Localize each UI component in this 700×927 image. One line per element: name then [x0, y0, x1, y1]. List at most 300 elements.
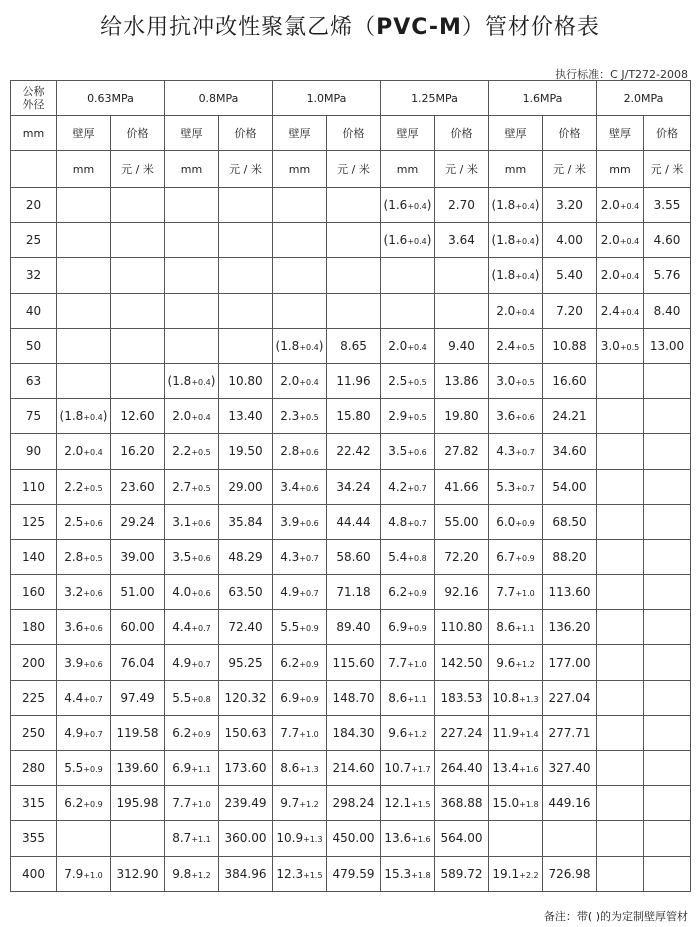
- wall-thickness-value: 8.6+1.1: [489, 610, 543, 645]
- nominal-diameter: 25: [11, 223, 57, 258]
- wall-thickness-value: 19.1+2.2: [489, 856, 543, 891]
- price-value: 72.20: [435, 539, 489, 574]
- wall-thickness-value: [597, 856, 644, 891]
- nominal-diameter: 40: [11, 293, 57, 328]
- nominal-diameter: 315: [11, 786, 57, 821]
- price-value: [644, 680, 691, 715]
- wall-thickness-value: 9.7+1.2: [273, 786, 327, 821]
- wall-thickness-value: [381, 258, 435, 293]
- price-value: 19.80: [435, 399, 489, 434]
- wall-thickness-value: 9.8+1.2: [165, 856, 219, 891]
- price-value: 3.64: [435, 223, 489, 258]
- price-header: 价格: [111, 116, 165, 151]
- wall-thickness-value: (1.8+0.4): [165, 363, 219, 398]
- price-value: 2.70: [435, 188, 489, 223]
- price-value: 92.16: [435, 575, 489, 610]
- wall-thickness-value: [597, 751, 644, 786]
- wall-thickness-value: 7.9+1.0: [57, 856, 111, 891]
- nominal-diameter: 90: [11, 434, 57, 469]
- wall-thickness-value: 2.3+0.5: [273, 399, 327, 434]
- price-value: 95.25: [219, 645, 273, 680]
- nominal-diameter: 250: [11, 715, 57, 750]
- wall-thickness-header: 壁厚: [489, 116, 543, 151]
- wall-thickness-value: 4.4+0.7: [165, 610, 219, 645]
- price-header: 价格: [644, 116, 691, 151]
- wall-thickness-value: 7.7+1.0: [273, 715, 327, 750]
- price-value: 24.21: [543, 399, 597, 434]
- nominal-diameter: 400: [11, 856, 57, 891]
- wall-thickness-value: 3.4+0.6: [273, 469, 327, 504]
- pressure-header: 2.0MPa: [597, 81, 691, 116]
- wall-thickness-value: (1.8+0.4): [489, 258, 543, 293]
- nominal-diameter: 110: [11, 469, 57, 504]
- price-value: 110.80: [435, 610, 489, 645]
- price-value: 449.16: [543, 786, 597, 821]
- price-value: 34.60: [543, 434, 597, 469]
- price-value: 10.80: [219, 363, 273, 398]
- nominal-diameter: 140: [11, 539, 57, 574]
- wall-thickness-value: 3.2+0.6: [57, 575, 111, 610]
- nominal-diameter: 50: [11, 328, 57, 363]
- nominal-diameter: 32: [11, 258, 57, 293]
- price-value: 183.53: [435, 680, 489, 715]
- wall-thickness-value: 6.0+0.9: [489, 504, 543, 539]
- price-value: 10.88: [543, 328, 597, 363]
- pressure-header: 1.0MPa: [273, 81, 381, 116]
- price-value: 214.60: [327, 751, 381, 786]
- price-value: 13.86: [435, 363, 489, 398]
- wall-thickness-value: 15.0+1.8: [489, 786, 543, 821]
- price-value: 34.24: [327, 469, 381, 504]
- wall-thickness-value: [57, 821, 111, 856]
- wall-thickness-value: 2.5+0.6: [57, 504, 111, 539]
- price-value: 195.98: [111, 786, 165, 821]
- table-row: [11, 751, 691, 786]
- wall-thickness-value: [165, 328, 219, 363]
- table-row: [11, 856, 691, 891]
- nominal-diameter: 20: [11, 188, 57, 223]
- wall-thickness-value: 4.3+0.7: [273, 539, 327, 574]
- wall-thickness-value: [57, 328, 111, 363]
- table-row: [11, 469, 691, 504]
- table-row: [11, 223, 691, 258]
- price-unit: 元 / 米: [327, 151, 381, 188]
- nominal-diameter: 355: [11, 821, 57, 856]
- wall-thickness-value: (1.8+0.4): [489, 223, 543, 258]
- price-value: [435, 293, 489, 328]
- price-value: 54.00: [543, 469, 597, 504]
- price-value: 264.40: [435, 751, 489, 786]
- price-value: 113.60: [543, 575, 597, 610]
- wall-unit: mm: [165, 151, 219, 188]
- price-value: [327, 293, 381, 328]
- price-value: [111, 258, 165, 293]
- footnote: 备注：带( )的为定制壁厚管材: [543, 910, 688, 923]
- wall-thickness-value: 2.0+0.4: [597, 258, 644, 293]
- wall-thickness-value: 4.8+0.7: [381, 504, 435, 539]
- wall-thickness-value: [597, 680, 644, 715]
- price-value: 72.40: [219, 610, 273, 645]
- price-value: 227.04: [543, 680, 597, 715]
- price-value: 19.50: [219, 434, 273, 469]
- price-value: 119.58: [111, 715, 165, 750]
- price-value: [644, 856, 691, 891]
- price-value: 239.49: [219, 786, 273, 821]
- price-value: [219, 328, 273, 363]
- price-value: 298.24: [327, 786, 381, 821]
- price-value: [644, 363, 691, 398]
- price-value: 41.66: [435, 469, 489, 504]
- price-value: 51.00: [111, 575, 165, 610]
- price-value: 23.60: [111, 469, 165, 504]
- price-value: [543, 821, 597, 856]
- price-value: 16.20: [111, 434, 165, 469]
- price-value: [111, 188, 165, 223]
- table-row: [11, 539, 691, 574]
- price-value: 13.00: [644, 328, 691, 363]
- wall-thickness-value: 13.4+1.6: [489, 751, 543, 786]
- table-row: [11, 610, 691, 645]
- price-value: 13.40: [219, 399, 273, 434]
- wall-thickness-value: 3.0+0.5: [597, 328, 644, 363]
- price-value: 63.50: [219, 575, 273, 610]
- empty-cell: [11, 151, 57, 188]
- price-value: [327, 223, 381, 258]
- wall-thickness-value: 9.6+1.2: [381, 715, 435, 750]
- wall-thickness-value: 3.5+0.6: [381, 434, 435, 469]
- wall-thickness-value: [597, 786, 644, 821]
- wall-thickness-value: 6.7+0.9: [489, 539, 543, 574]
- price-value: [219, 188, 273, 223]
- wall-thickness-value: 3.1+0.6: [165, 504, 219, 539]
- wall-thickness-value: 5.5+0.8: [165, 680, 219, 715]
- wall-thickness-header: 壁厚: [165, 116, 219, 151]
- pressure-header: 1.25MPa: [381, 81, 489, 116]
- wall-thickness-value: [273, 223, 327, 258]
- price-unit: 元 / 米: [644, 151, 691, 188]
- wall-thickness-value: 10.7+1.7: [381, 751, 435, 786]
- price-value: 184.30: [327, 715, 381, 750]
- wall-thickness-value: [597, 645, 644, 680]
- wall-thickness-value: 3.6+0.6: [57, 610, 111, 645]
- price-value: 8.65: [327, 328, 381, 363]
- wall-thickness-value: 3.9+0.6: [273, 504, 327, 539]
- wall-thickness-value: 6.2+0.9: [165, 715, 219, 750]
- wall-thickness-value: 6.9+0.9: [273, 680, 327, 715]
- price-value: [644, 434, 691, 469]
- table-row: [11, 715, 691, 750]
- wall-thickness-value: 6.9+1.1: [165, 751, 219, 786]
- wall-thickness-value: [57, 363, 111, 398]
- price-value: 58.60: [327, 539, 381, 574]
- page-title: 给水用抗冲改性聚氯乙烯（PVC-M）管材价格表: [100, 15, 600, 40]
- header-row-labels: [11, 116, 691, 151]
- price-value: [111, 328, 165, 363]
- wall-thickness-value: [165, 223, 219, 258]
- wall-thickness-value: 6.9+0.9: [381, 610, 435, 645]
- table-row: [11, 434, 691, 469]
- wall-thickness-value: [165, 188, 219, 223]
- price-value: 68.50: [543, 504, 597, 539]
- wall-thickness-value: [597, 363, 644, 398]
- price-unit: 元 / 米: [219, 151, 273, 188]
- nominal-diameter: 75: [11, 399, 57, 434]
- wall-thickness-value: [597, 434, 644, 469]
- price-value: 173.60: [219, 751, 273, 786]
- wall-thickness-value: 3.9+0.6: [57, 645, 111, 680]
- wall-thickness-value: 4.2+0.7: [381, 469, 435, 504]
- wall-thickness-value: 2.8+0.6: [273, 434, 327, 469]
- table-row: [11, 680, 691, 715]
- wall-thickness-value: [273, 258, 327, 293]
- nominal-diameter: 63: [11, 363, 57, 398]
- wall-thickness-value: 2.9+0.5: [381, 399, 435, 434]
- price-value: 88.20: [543, 539, 597, 574]
- price-value: 360.00: [219, 821, 273, 856]
- price-value: 120.32: [219, 680, 273, 715]
- price-value: 312.90: [111, 856, 165, 891]
- wall-thickness-value: 2.4+0.4: [597, 293, 644, 328]
- header-row-pressure: [11, 81, 691, 116]
- wall-unit: mm: [57, 151, 111, 188]
- wall-thickness-value: (1.8+0.4): [273, 328, 327, 363]
- price-value: 48.29: [219, 539, 273, 574]
- price-value: [435, 258, 489, 293]
- wall-thickness-value: 7.7+1.0: [489, 575, 543, 610]
- header-row-units: [11, 151, 691, 188]
- wall-thickness-value: 5.5+0.9: [273, 610, 327, 645]
- wall-thickness-value: 8.6+1.1: [381, 680, 435, 715]
- price-value: 29.00: [219, 469, 273, 504]
- price-value: [644, 715, 691, 750]
- wall-thickness-value: 10.9+1.3: [273, 821, 327, 856]
- price-value: [111, 821, 165, 856]
- price-value: 22.42: [327, 434, 381, 469]
- price-header: 价格: [219, 116, 273, 151]
- table-row: [11, 328, 691, 363]
- wall-thickness-value: (1.6+0.4): [381, 188, 435, 223]
- price-value: [219, 258, 273, 293]
- price-header: 价格: [543, 116, 597, 151]
- wall-thickness-value: [165, 293, 219, 328]
- price-value: 4.60: [644, 223, 691, 258]
- wall-thickness-value: 2.2+0.5: [165, 434, 219, 469]
- price-value: [644, 751, 691, 786]
- price-value: [111, 293, 165, 328]
- wall-thickness-value: [597, 610, 644, 645]
- wall-thickness-value: 7.7+1.0: [381, 645, 435, 680]
- price-value: 589.72: [435, 856, 489, 891]
- dn-unit-cell: mm: [11, 116, 57, 151]
- wall-thickness-value: [597, 575, 644, 610]
- price-unit: 元 / 米: [435, 151, 489, 188]
- price-unit: 元 / 米: [111, 151, 165, 188]
- price-value: 5.76: [644, 258, 691, 293]
- wall-thickness-value: 4.9+0.7: [273, 575, 327, 610]
- price-value: [219, 293, 273, 328]
- price-value: 39.00: [111, 539, 165, 574]
- price-value: 150.63: [219, 715, 273, 750]
- wall-thickness-value: [57, 258, 111, 293]
- price-unit: 元 / 米: [543, 151, 597, 188]
- wall-thickness-value: 9.6+1.2: [489, 645, 543, 680]
- wall-thickness-value: 5.5+0.9: [57, 751, 111, 786]
- wall-thickness-value: 6.2+0.9: [273, 645, 327, 680]
- table-row: [11, 645, 691, 680]
- wall-thickness-value: [597, 399, 644, 434]
- price-value: 384.96: [219, 856, 273, 891]
- price-value: 27.82: [435, 434, 489, 469]
- price-value: 9.40: [435, 328, 489, 363]
- wall-thickness-value: 5.4+0.8: [381, 539, 435, 574]
- price-value: 7.20: [543, 293, 597, 328]
- price-value: [644, 575, 691, 610]
- nominal-diameter: 180: [11, 610, 57, 645]
- wall-thickness-value: 2.0+0.4: [489, 293, 543, 328]
- table-row: [11, 293, 691, 328]
- wall-thickness-value: 6.2+0.9: [381, 575, 435, 610]
- wall-thickness-header: 壁厚: [381, 116, 435, 151]
- wall-thickness-value: 4.3+0.7: [489, 434, 543, 469]
- price-value: 115.60: [327, 645, 381, 680]
- wall-thickness-value: 11.9+1.4: [489, 715, 543, 750]
- wall-thickness-value: [597, 821, 644, 856]
- nominal-diameter: 225: [11, 680, 57, 715]
- pressure-header: 1.6MPa: [489, 81, 597, 116]
- wall-unit: mm: [597, 151, 644, 188]
- wall-thickness-header: 壁厚: [273, 116, 327, 151]
- wall-thickness-value: 2.0+0.4: [57, 434, 111, 469]
- price-value: [644, 610, 691, 645]
- wall-thickness-value: [597, 539, 644, 574]
- wall-thickness-value: 7.7+1.0: [165, 786, 219, 821]
- wall-thickness-value: 3.0+0.5: [489, 363, 543, 398]
- price-value: 227.24: [435, 715, 489, 750]
- price-value: 3.20: [543, 188, 597, 223]
- price-header: 价格: [327, 116, 381, 151]
- price-value: [111, 223, 165, 258]
- wall-thickness-value: (1.6+0.4): [381, 223, 435, 258]
- wall-thickness-value: [597, 469, 644, 504]
- price-value: 12.60: [111, 399, 165, 434]
- dn-header-cell: 公称 外径: [11, 81, 57, 116]
- wall-thickness-value: 2.5+0.5: [381, 363, 435, 398]
- price-value: 277.71: [543, 715, 597, 750]
- price-value: [644, 504, 691, 539]
- pressure-header: 0.8MPa: [165, 81, 273, 116]
- price-value: 29.24: [111, 504, 165, 539]
- price-value: 8.40: [644, 293, 691, 328]
- price-value: [644, 399, 691, 434]
- wall-thickness-value: 10.8+1.3: [489, 680, 543, 715]
- wall-thickness-value: 2.0+0.4: [597, 223, 644, 258]
- nominal-diameter: 125: [11, 504, 57, 539]
- wall-thickness-value: [273, 293, 327, 328]
- table-row: [11, 575, 691, 610]
- wall-thickness-value: (1.8+0.4): [57, 399, 111, 434]
- wall-thickness-value: [273, 188, 327, 223]
- price-value: 564.00: [435, 821, 489, 856]
- wall-thickness-value: 3.6+0.6: [489, 399, 543, 434]
- wall-thickness-value: 3.5+0.6: [165, 539, 219, 574]
- wall-thickness-value: 2.0+0.4: [165, 399, 219, 434]
- pressure-header: 0.63MPa: [57, 81, 165, 116]
- wall-thickness-value: 4.9+0.7: [57, 715, 111, 750]
- price-value: 11.96: [327, 363, 381, 398]
- price-value: 16.60: [543, 363, 597, 398]
- price-value: 368.88: [435, 786, 489, 821]
- wall-unit: mm: [381, 151, 435, 188]
- price-value: [644, 821, 691, 856]
- price-value: [644, 539, 691, 574]
- wall-thickness-value: [597, 504, 644, 539]
- price-value: 5.40: [543, 258, 597, 293]
- price-table: [10, 80, 691, 892]
- table-row: [11, 363, 691, 398]
- nominal-diameter: 160: [11, 575, 57, 610]
- price-value: [644, 469, 691, 504]
- wall-thickness-value: 4.0+0.6: [165, 575, 219, 610]
- price-value: [327, 188, 381, 223]
- standard-label: 执行标准：C J/T272-2008: [555, 68, 688, 81]
- table-row: [11, 258, 691, 293]
- price-value: [219, 223, 273, 258]
- price-value: [111, 363, 165, 398]
- price-value: 148.70: [327, 680, 381, 715]
- price-value: 142.50: [435, 645, 489, 680]
- price-value: 71.18: [327, 575, 381, 610]
- wall-thickness-header: 壁厚: [597, 116, 644, 151]
- wall-thickness-value: 4.4+0.7: [57, 680, 111, 715]
- price-value: 327.40: [543, 751, 597, 786]
- wall-thickness-value: [381, 293, 435, 328]
- wall-unit: mm: [273, 151, 327, 188]
- nominal-diameter: 280: [11, 751, 57, 786]
- table-row: [11, 821, 691, 856]
- wall-thickness-value: 2.2+0.5: [57, 469, 111, 504]
- wall-thickness-value: [489, 821, 543, 856]
- wall-thickness-value: 15.3+1.8: [381, 856, 435, 891]
- price-value: 35.84: [219, 504, 273, 539]
- price-value: [644, 786, 691, 821]
- wall-thickness-header: 壁厚: [57, 116, 111, 151]
- wall-thickness-value: 8.6+1.3: [273, 751, 327, 786]
- table-row: [11, 786, 691, 821]
- wall-unit: mm: [489, 151, 543, 188]
- wall-thickness-value: 12.3+1.5: [273, 856, 327, 891]
- price-value: 89.40: [327, 610, 381, 645]
- price-value: 55.00: [435, 504, 489, 539]
- price-header: 价格: [435, 116, 489, 151]
- table-row: [11, 504, 691, 539]
- price-value: 60.00: [111, 610, 165, 645]
- wall-thickness-value: 2.0+0.4: [381, 328, 435, 363]
- price-value: 44.44: [327, 504, 381, 539]
- wall-thickness-value: 2.4+0.5: [489, 328, 543, 363]
- nominal-diameter: 200: [11, 645, 57, 680]
- price-value: 3.55: [644, 188, 691, 223]
- price-value: 97.49: [111, 680, 165, 715]
- wall-thickness-value: [165, 258, 219, 293]
- wall-thickness-value: 13.6+1.6: [381, 821, 435, 856]
- wall-thickness-value: 5.3+0.7: [489, 469, 543, 504]
- price-value: 76.04: [111, 645, 165, 680]
- price-value: 177.00: [543, 645, 597, 680]
- price-value: 450.00: [327, 821, 381, 856]
- wall-thickness-value: 2.8+0.5: [57, 539, 111, 574]
- price-value: [327, 258, 381, 293]
- wall-thickness-value: [597, 715, 644, 750]
